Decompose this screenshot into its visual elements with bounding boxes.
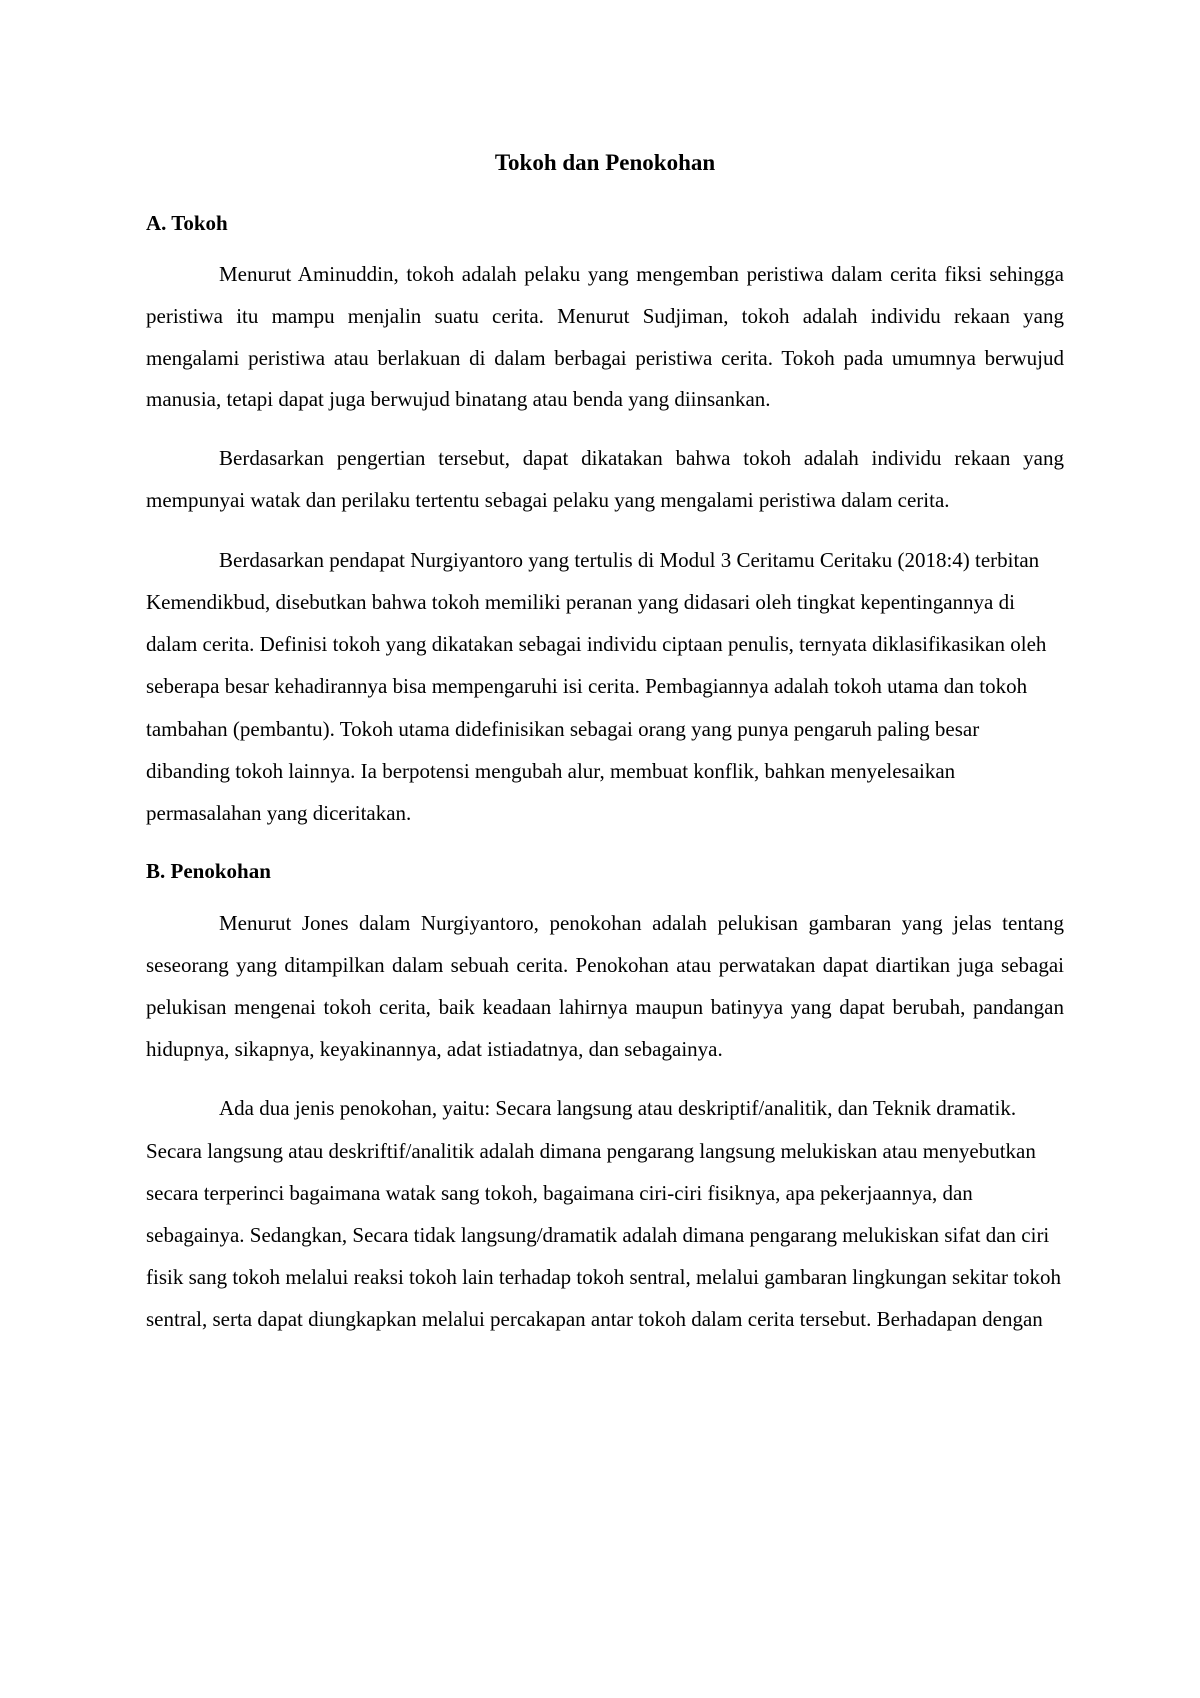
section-heading-tokoh: A. Tokoh bbox=[146, 211, 228, 235]
paragraph-tokoh-conclusion: Berdasarkan pengertian tersebut, dapat dikatakan bahwa tokoh adalah individu rekaan yang mempunyai watak dan perilaku tertentu sebagai pelaku yang mengalami peristiwa dalam cerita. bbox=[146, 446, 1064, 512]
document-body bbox=[146, 148, 1064, 1341]
paragraph-tokoh-nurgiyantoro: Berdasarkan pendapat Nurgiyantoro yang tertulis di Modul 3 Ceritamu Ceritaku (2018:4) terbitan Kemendikbud, disebutkan bahwa tokoh memiliki peranan yang didasari oleh tingkat kepentingannya di dalam cerita. Definisi tokoh yang dikatakan sebagai individu ciptaan penulis, ternyata diklasifikasikan oleh seberapa besar kehadirannya bisa mempengaruhi isi cerita. Pembagiannya adalah tokoh utama dan tokoh tambahan (pembantu). Tokoh utama didefinisikan sebagai orang yang punya pengaruh paling besar dibanding tokoh lainnya. Ia berpotensi mengubah alur, membuat konflik, bahkan menyelesaikan permasalahan yang diceritakan. bbox=[146, 547, 1047, 825]
paragraph-penokohan-definition: Menurut Jones dalam Nurgiyantoro, penokohan adalah pelukisan gambaran yang jelas tentang seseorang yang ditampilkan dalam sebuah cerita. Penokohan atau perwatakan dapat diartikan juga sebagai pelukisan mengenai tokoh cerita, baik keadaan lahirnya maupun batinyya yang dapat berubah, pandangan hidupnya, sikapnya, keyakinannya, adat istiadatnya, dan sebagainya. bbox=[146, 911, 1064, 1061]
document-title: Tokoh dan Penokohan bbox=[494, 150, 716, 175]
paragraph-penokohan-types: Ada dua jenis penokohan, yaitu: Secara langsung atau deskriptif/analitik, dan Teknik dramatik. Secara langsung atau deskriftif/analitik adalah dimana pengarang langsung melukiskan atau menyebutkan secara terperinci bagaimana watak sang tokoh, bagaimana ciri-ciri fisiknya, apa pekerjaannya, dan sebagainya. Sedangkan, Secara tidak langsung/dramatik adalah dimana pengarang melukiskan sifat dan ciri fisik sang tokoh melalui reaksi tokoh lain terhadap tokoh sentral, melalui gambaran lingkungan sekitar tokoh sentral, serta dapat diungkapkan melalui percakapan antar tokoh dalam cerita tersebut. Berhadapan dengan bbox=[146, 1096, 1062, 1332]
paragraph-tokoh-definition: Menurut Aminuddin, tokoh adalah pelaku yang mengemban peristiwa dalam cerita fiksi sehingga peristiwa itu mampu menjalin suatu cerita. Menurut Sudjiman, tokoh adalah individu rekaan yang mengalami peristiwa atau berlakuan di dalam berbagai peristiwa cerita. Tokoh pada umumnya berwujud manusia, tetapi dapat juga berwujud binatang atau benda yang diinsankan. bbox=[146, 262, 1064, 412]
section-heading-penokohan: B. Penokohan bbox=[146, 859, 271, 884]
